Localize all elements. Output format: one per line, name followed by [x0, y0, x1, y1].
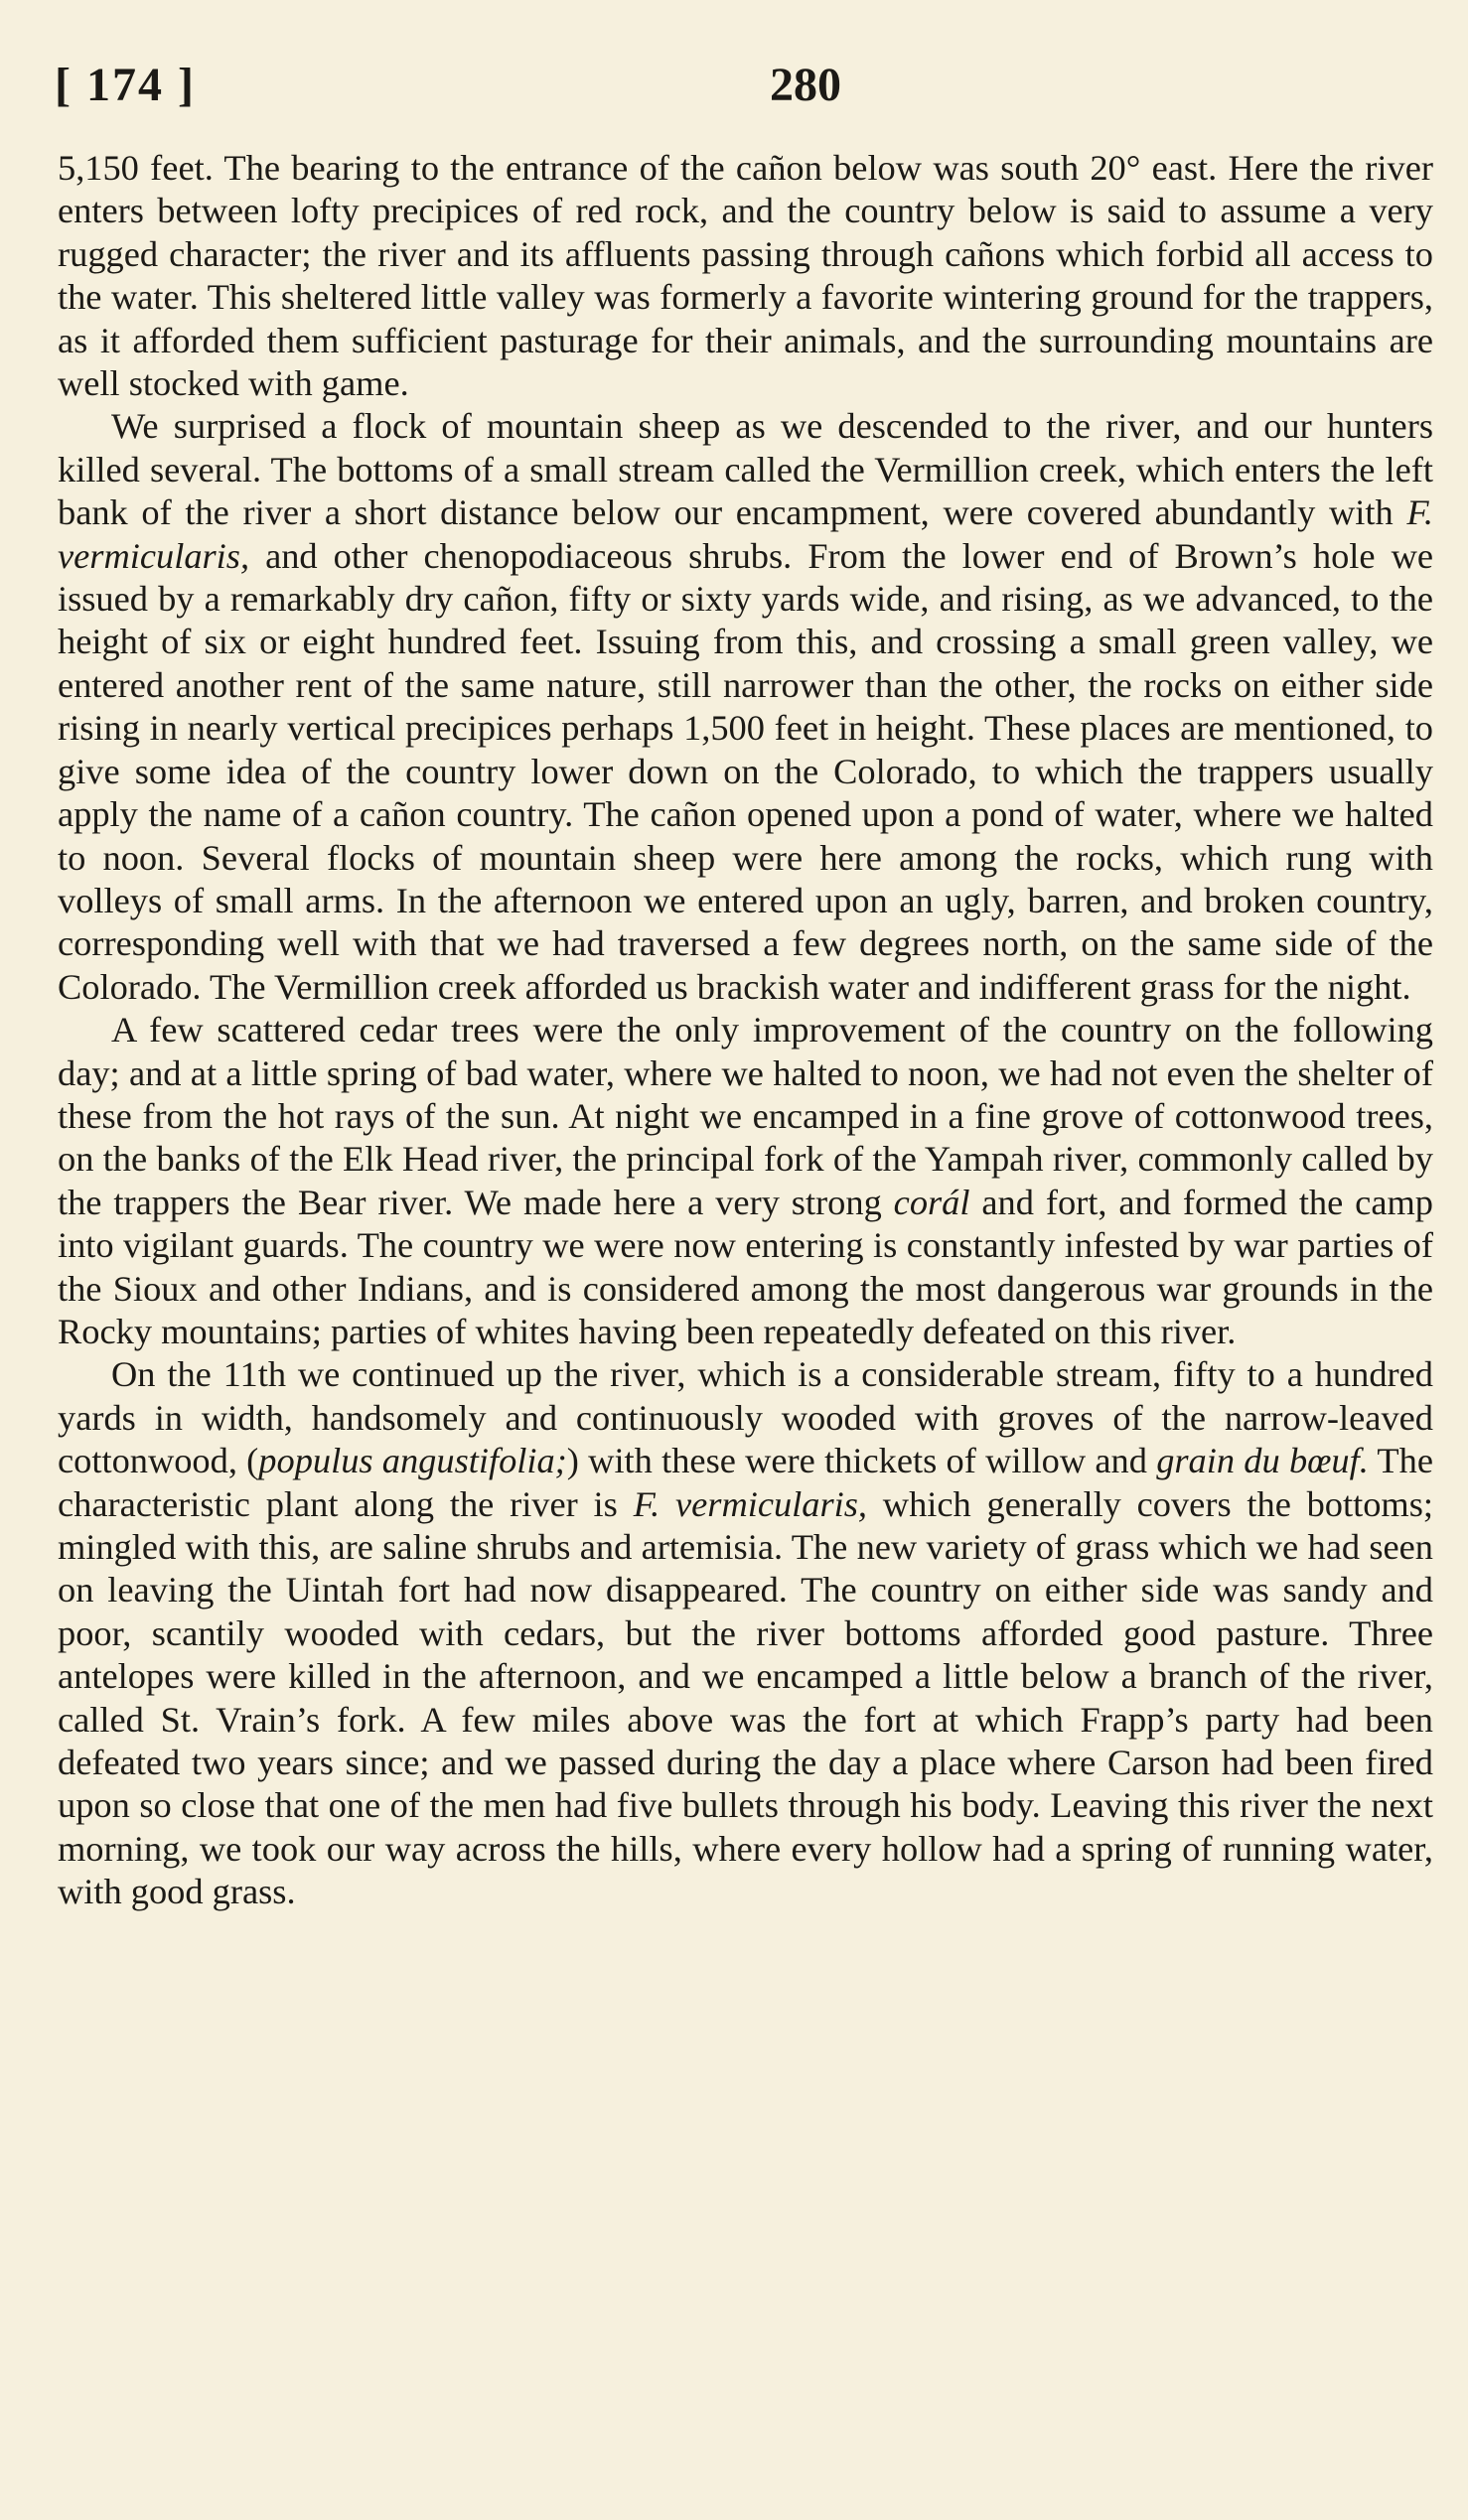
paragraph-text: A few scattered cedar trees were the only improvement of the country on the following day; and at a little spring of bad water, where we halted to noon, we had not even the shelter of these from the hot rays of the sun. At night we encamped in a fine grove of cottonwood trees, on the banks of the Elk Head river, the principal fork of the Yampah river, commonly called by the trappers the Bear river. We made here a very strong	[58, 1010, 1433, 1222]
paragraph	[58, 405, 1433, 1009]
paragraph-text: The characteristic plant along the river is	[58, 1441, 1433, 1524]
bracketed-page-number: [ 174 ]	[55, 59, 196, 111]
paragraph	[58, 147, 1433, 405]
italic-text: populus angustifolia;	[258, 1441, 567, 1481]
paragraph-text: and fort, and formed the camp into vigilant guards. The country we were now entering is constantly infested by war parties of the Sioux and other Indians, and is considered among the most dangerous war grounds in the Rocky mountains; parties of whites having been repeatedly defeated on this river.	[58, 1182, 1433, 1351]
paragraph-text: 5,150 feet. The bearing to the entrance of the cañon below was south 20° east. Here the river enters between lofty precipices of red rock, and the country below is said to assume a very rugged character; the river and its affluents passing through cañons which forbid all access to the water. This sheltered little valley was formerly a favorite wintering ground for the trappers, as it afforded them sufficient pasturage for their animals, and the surrounding mountains are well stocked with game.	[58, 148, 1433, 404]
paragraph-text: which generally covers the bottoms; mingled with this, are saline shrubs and artemisia. The new variety of grass which we had seen on leaving the Uintah fort had now disappeared. The country on either side was sandy and poor, scantily wooded with cedars, but the river bottoms afforded good pasture. Three antelopes were killed in the afternoon, and we encamped a little below a branch of the river, called St. Vrain’s fork. A few miles above was the fort at which Frapp’s party had been defeated two years since; and we passed during the day a place where Carson had been fired upon so close that one of the men had five bullets through his body. Leaving this river the next morning, we took our way across the hills, where every hollow had a spring of running water, with good grass.	[58, 1483, 1433, 1912]
paragraph-text: ) with these were thickets of willow and	[566, 1441, 1157, 1481]
italic-text: F. vermicularis,	[58, 492, 1433, 576]
italic-text: grain du bœuf.	[1156, 1441, 1369, 1481]
paragraph	[58, 1353, 1433, 1913]
paragraph	[58, 1009, 1433, 1353]
page-header	[55, 58, 1408, 127]
page-number: 280	[770, 59, 841, 111]
italic-text: F. vermicularis,	[633, 1483, 868, 1524]
paragraph-text: and other chenopodiaceous shrubs. From the lower end of Brown’s hole we issued by a remarkably dry cañon, fifty or sixty yards wide, and rising, as we advanced, to the height of six or eight hundred feet. Issuing from this, and crossing a small green valley, we entered another rent of the same nature, still narrower than the other, the rocks on either side rising in nearly vertical precipices perhaps 1,500 feet in height. These places are mentioned, to give some idea of the country lower down on the Colorado, to which the trappers usually apply the name of a cañon country. The cañon opened upon a pond of water, where we halted to noon. Several flocks of mountain sheep were here among the rocks, which rung with volleys of small arms. In the afternoon we entered upon an ugly, barren, and broken country, corresponding well with that we had traversed a few degrees north, on the same side of the Colorado. The Vermillion creek afforded us brackish water and indifferent grass for the night.	[58, 535, 1433, 1007]
paragraph-text: On the 11th we continued up the river, which is a considerable stream, fifty to a hundred yards in width, handsomely and continuously wooded with groves of the narrow-leaved cottonwood, (	[58, 1354, 1433, 1481]
paragraph-text: We surprised a flock of mountain sheep as we descended to the river, and our hunters killed several. The bottoms of a small stream called the Vermillion creek, which enters the left bank of the river a short distance below our encampment, were covered abundantly with	[58, 406, 1433, 533]
italic-text: corál	[893, 1182, 970, 1222]
body-text	[58, 147, 1433, 1914]
